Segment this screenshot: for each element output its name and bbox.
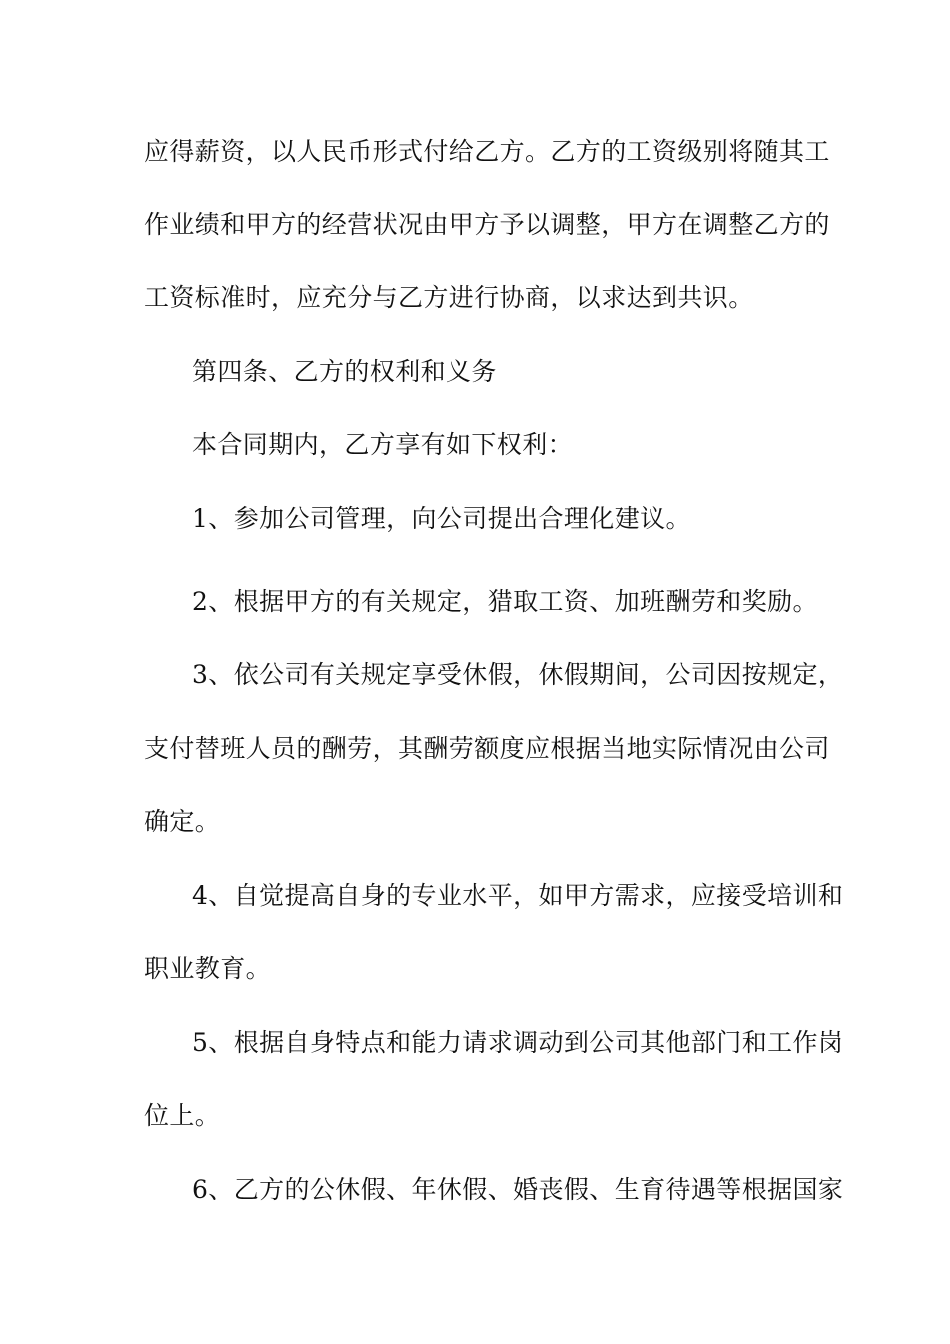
text-line: 职业教育。 bbox=[144, 954, 272, 983]
text-line: 应得薪资，以人民币形式付给乙方。乙方的工资级别将随其工 bbox=[144, 137, 830, 166]
list-item: 6、乙方的公休假、年休假、婚丧假、生育待遇等根据国家 bbox=[192, 1175, 844, 1204]
text-line: 位上。 bbox=[144, 1101, 221, 1130]
list-item: 1、参加公司管理，向公司提出合理化建议。 bbox=[192, 504, 691, 533]
list-item: 2、根据甲方的有关规定，猎取工资、加班酬劳和奖励。 bbox=[192, 587, 818, 616]
list-item: 5、根据自身特点和能力请求调动到公司其他部门和工作岗 bbox=[192, 1028, 844, 1057]
text-line: 作业绩和甲方的经营状况由甲方予以调整，甲方在调整乙方的 bbox=[144, 210, 830, 239]
list-item: 4、自觉提高自身的专业水平，如甲方需求，应接受培训和 bbox=[192, 881, 844, 910]
text-line: 本合同期内，乙方享有如下权利： bbox=[192, 430, 574, 459]
text-line: 支付替班人员的酬劳，其酬劳额度应根据当地实际情况由公司 bbox=[144, 734, 830, 763]
section-heading: 第四条、乙方的权利和义务 bbox=[192, 357, 497, 386]
list-item: 3、依公司有关规定享受休假，休假期间，公司因按规定， bbox=[192, 660, 844, 689]
text-line: 工资标准时，应充分与乙方进行协商，以求达到共识。 bbox=[144, 283, 754, 312]
text-line: 确定。 bbox=[144, 807, 221, 836]
